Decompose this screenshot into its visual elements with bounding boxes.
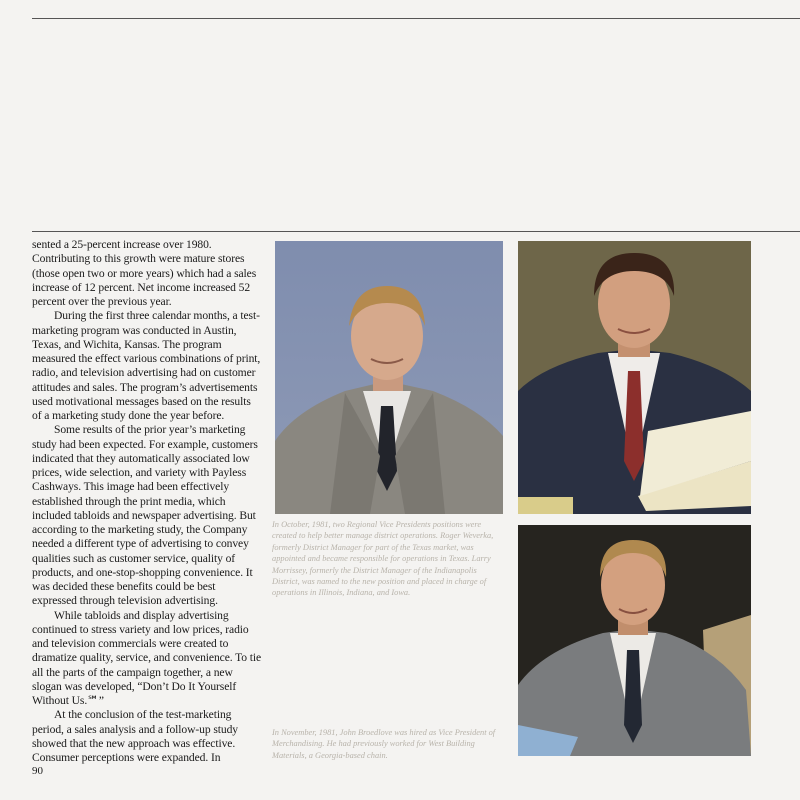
- body-paragraph: Some results of the prior year’s marketing study had been expected. For example, customers indicated that they automatically associated low prices, wide selection, and variety with Payless Cashways. This image had been effectively established through the print media, which included tabloids and newspaper advertising. But according to the marketing study, the Company needed a different type of advertising to convey qualities such as customer service, quality of products, and one-stop-shopping convenience. It was decided these benefits could be best expressed through television advertising.: [32, 423, 258, 608]
- portrait-photo-vice-president-merchandising: [518, 525, 751, 756]
- top-rule: [32, 18, 800, 19]
- portrait-photo-vice-president-1: [275, 241, 503, 514]
- section-rule: [32, 231, 800, 232]
- photo-caption: In November, 1981, John Broedlove was hired as Vice President of Merchandising. He had previously worked for West Building Materials, a Georgia-based chain.: [272, 728, 496, 760]
- body-paragraph: At the conclusion of the test-marketing period, a sales analysis and a follow-up study showed that the new approach was effective. Consumer perceptions were expanded. In: [32, 708, 238, 764]
- body-paragraph: While tabloids and display advertising continued to stress variety and low prices, radio and television commercials were created to dramatize quality, service, and convenience. To tie all the parts of the campaign together, a new slogan was developed, “Don’t Do It Yourself Without Us.℠”: [32, 608, 262, 707]
- portrait-photo-vice-president-2: [518, 241, 751, 514]
- body-paragraph: During the first three calendar months, a test-marketing program was conducted in Austin, Texas, and Wichita, Kansas. The program measured the effect various combinations of print, radio, and television advertising had on customer attitudes and sales. The program’s advertisements used motivational messages based on the results of a marketing study done the year before.: [32, 309, 261, 422]
- photo-caption: In October, 1981, two Regional Vice Presidents positions were created to help better manage district operations. Roger Weverka, formerly District Manager for part of the Texas market, was appointed and became responsible for operations in Texas. Larry Morrissey, formerly the District Manager of the Indianapolis District, was named to the new position and placed in charge of operations in Illinois, Indiana, and Iowa.: [272, 520, 494, 598]
- body-paragraph: sented a 25-percent increase over 1980. Contributing to this growth were mature stores (those open two or more years) which had a sales increase of 12 percent. Net income increased 52 percent over the previous year.: [32, 238, 257, 308]
- body-text-column: [32, 238, 262, 765]
- page-number: 90: [32, 765, 43, 777]
